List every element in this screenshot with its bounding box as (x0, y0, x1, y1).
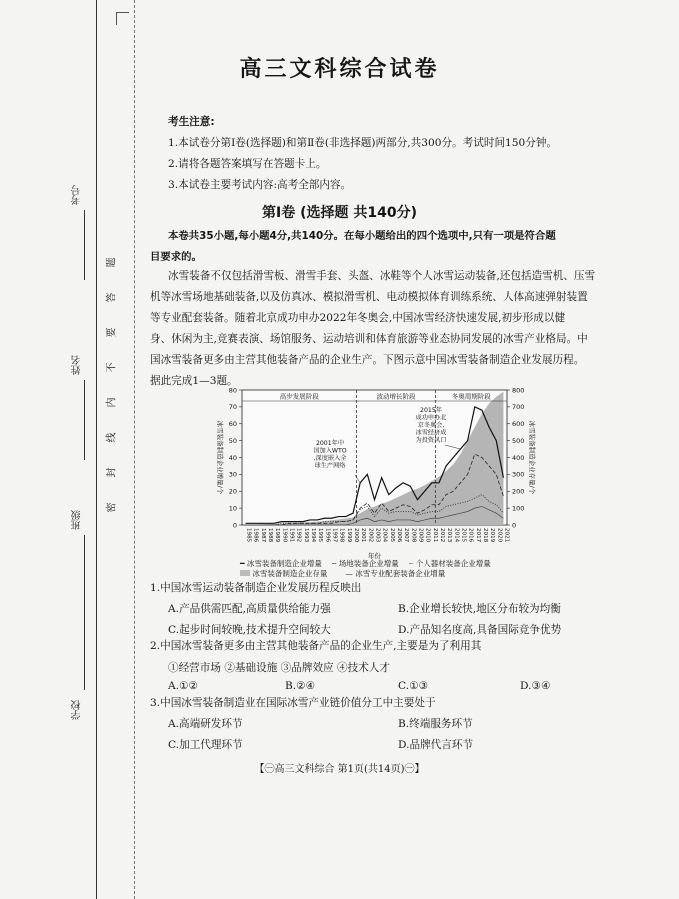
y-axis-label: 冰雪装备制造企业增量/个 (216, 420, 224, 495)
q2-option-d: D.③④ (520, 680, 551, 692)
notice-heading: 考生注意: (168, 116, 215, 128)
name-underline (84, 380, 85, 460)
seal-char: 内 (106, 397, 118, 408)
y-tick-label: 40 (228, 453, 237, 462)
y-tick-label: 70 (228, 403, 237, 412)
seal-char: 密 (106, 502, 118, 513)
x-tick-label: 2018 (481, 528, 488, 543)
q3-option-b: B.终端服务环节 (398, 718, 473, 730)
x-tick-label: 1998 (338, 528, 345, 543)
notice-item-3: 3.本试卷主要考试内容:高考全部内容。 (168, 179, 352, 191)
seal-char: 答 (106, 292, 118, 303)
q3-option-d: D.品牌代言环节 (398, 739, 474, 751)
passage-line-6: 据此完成1—3题。 (150, 375, 238, 387)
annotation-wto: 2001年中国加入WTO ,深度嵌入全球生产网络 (313, 440, 347, 470)
seal-char: 题 (106, 257, 118, 268)
question-3-stem: 3.中国冰雪装备制造业在国际冰雪产业链价值分工中主要处于 (150, 697, 436, 709)
y2-tick-label: 600 (512, 420, 525, 429)
seal-char: 线 (106, 432, 118, 443)
q1-option-c: C.起步时间较晚,技术提升空间较大 (168, 624, 331, 636)
x-tick-label: 2013 (446, 528, 453, 543)
x-tick-label: 1995 (317, 528, 324, 543)
x-tick-label: 2007 (403, 528, 410, 543)
passage-line-1: 冰雪装备不仅包括滑雪板、滑雪手套、头盔、冰鞋等个人冰雪运动装备,还包括造雪机、压雪 (168, 270, 596, 282)
page-title: 高三文科综合试卷 (239, 57, 440, 82)
x-tick-label: 1990 (281, 528, 288, 543)
chart-legend (240, 559, 540, 579)
x-tick-label: 2019 (489, 528, 496, 543)
y-tick-label: 20 (228, 487, 237, 496)
x-tick-label: 1987 (259, 528, 266, 543)
y2-tick-label: 800 (512, 386, 525, 395)
q2-option-b: B.②④ (285, 680, 316, 692)
x-tick-label: 1986 (252, 528, 259, 543)
x-tick-label: 2009 (417, 528, 424, 543)
x-tick-label: 2015 (460, 528, 467, 543)
passage-line-3: 等专业配套装备。随着北京成功申办2022年冬奥会,中国冰雪经济快速发展,初步形成以健 (150, 312, 566, 324)
x-tick-label: 1989 (274, 528, 281, 543)
x-tick-label: 1993 (302, 528, 309, 543)
y-tick-label: 0 (232, 521, 237, 530)
enterprise-development-chart (205, 385, 535, 580)
x-tick-label: 2005 (388, 528, 395, 543)
legend-item: ╌ 场地装备企业增量 (331, 559, 399, 568)
school-label: 学校 (72, 700, 83, 720)
section-title: 第Ⅰ卷 (选择题 共140分) (262, 205, 417, 221)
y2-axis-label: 冰雪装备制造企业存量/个 (528, 420, 536, 495)
x-tick-label: 2011 (431, 528, 438, 543)
x-tick-label: 2017 (474, 528, 481, 543)
x-tick-label: 2002 (367, 528, 374, 543)
passage-line-5: 国冰雪装备更多由主营其他装备产品的企业生产。下图示意中国冰雪装备制造企业发展历程。 (150, 354, 585, 366)
passage-line-4: 身、休闲为主,竞赛表演、场馆服务、运动培训和体育旅游等业态协同发展的冰雪产业格局。中 (150, 333, 588, 345)
q2-sub-items: ①经营市场 ②基础设施 ③品牌效应 ④技术人才 (168, 662, 390, 674)
seal-char: 封 (106, 467, 118, 478)
question-1-stem: 1.中国冰雪运动装备制造企业发展历程反映出 (150, 582, 362, 594)
x-tick-label: 1985 (245, 528, 252, 543)
notice-item-1: 1.本试卷分第Ⅰ卷(选择题)和第Ⅱ卷(非选择题)两部分,共300分。考试时间150分钟。 (168, 137, 558, 149)
class-underline (84, 535, 85, 595)
y-tick-label: 80 (228, 386, 237, 395)
y2-tick-label: 500 (512, 436, 525, 445)
x-tick-label: 2010 (424, 528, 431, 543)
name-label: 姓名 (72, 355, 83, 375)
y2-tick-label: 400 (512, 453, 525, 462)
x-tick-label: 2012 (438, 528, 445, 543)
y-tick-label: 50 (228, 436, 237, 445)
q3-option-c: C.加工代理环节 (168, 739, 243, 751)
x-tick-label: 2003 (374, 528, 381, 543)
y-tick-label: 30 (228, 470, 237, 479)
x-tick-label: 1999 (345, 528, 352, 543)
q1-option-a: A.产品供需匹配,高质量供给能力强 (168, 603, 331, 615)
class-label: 班级 (72, 510, 83, 530)
legend-item: ┈ 个人器材装备企业增量 (408, 559, 491, 568)
seal-char: 要 (106, 327, 118, 338)
x-axis-label: 年份 (368, 552, 381, 560)
y-tick-label: 60 (228, 420, 237, 429)
annotation-olympics: 2015年成功申办北京冬奥会,冰雪经济成为投资风口 (415, 407, 447, 444)
x-tick-label: 2021 (503, 528, 510, 543)
phase-label: 高步发展阶段 (279, 392, 319, 401)
q2-option-a: A.①② (168, 680, 199, 692)
x-tick-label: 2004 (381, 528, 388, 543)
legend-item: ━ 冰雪装备制造企业增量 (240, 559, 322, 568)
q1-option-d: D.产品知名度高,具备国际竞争优势 (398, 624, 562, 636)
y2-tick-label: 300 (512, 470, 525, 479)
y2-tick-label: 700 (512, 403, 525, 412)
section-instruction-cont: 目要求的。 (150, 251, 202, 263)
q1-option-b: B.企业增长较快,地区分布较为均衡 (398, 603, 561, 615)
x-tick-label: 2008 (410, 528, 417, 543)
x-tick-label: 2001 (360, 528, 367, 543)
exam-no-label: 考号 (72, 185, 83, 205)
x-tick-label: 1991 (288, 528, 295, 543)
notice-item-2: 2.请将各题答案填写在答题卡上。 (168, 158, 327, 170)
question-2-stem: 2.中国冰雪装备更多由主营其他装备产品的企业生产,主要是为了利用其 (150, 640, 482, 652)
passage-line-2: 机等冰雪场地基础装备,以及仿真冰、模拟滑雪机、电动模拟体育训练系统、人体高速弹射装置 (150, 291, 588, 303)
phase-label: 波动增长阶段 (376, 392, 416, 401)
school-underline (84, 590, 85, 690)
x-tick-label: 1994 (310, 528, 317, 543)
x-tick-label: 1988 (267, 528, 274, 543)
x-tick-label: 2016 (467, 528, 474, 543)
y2-tick-label: 100 (512, 504, 525, 513)
page-footer: 【㊀高三文科综合 第1页(共14页)㊀】 (254, 764, 425, 775)
y2-tick-label: 0 (512, 521, 517, 530)
x-tick-label: 2006 (395, 528, 402, 543)
phase-label: 冬奥周期阶段 (451, 392, 491, 401)
legend-item: — 冰雪专业配套装备企业增量 (345, 569, 446, 578)
section-instruction: 本卷共35小题,每小题4分,共140分。在每小题给出的四个选项中,只有一项是符合题 (168, 230, 556, 242)
x-tick-label: 2020 (496, 528, 503, 543)
x-tick-label: 2000 (353, 528, 360, 543)
y-tick-label: 10 (228, 504, 237, 513)
q3-option-a: A.高端研发环节 (168, 718, 243, 730)
y2-tick-label: 200 (512, 487, 525, 496)
q2-option-c: C.①③ (398, 680, 429, 692)
legend-item: 冰雪装备制造企业存量 (240, 569, 327, 579)
x-tick-label: 1992 (295, 528, 302, 543)
x-tick-label: 1997 (331, 528, 338, 543)
x-tick-label: 1996 (324, 528, 331, 543)
corner-mark (116, 12, 129, 25)
x-tick-label: 2014 (453, 528, 460, 543)
seal-char: 不 (106, 362, 118, 373)
